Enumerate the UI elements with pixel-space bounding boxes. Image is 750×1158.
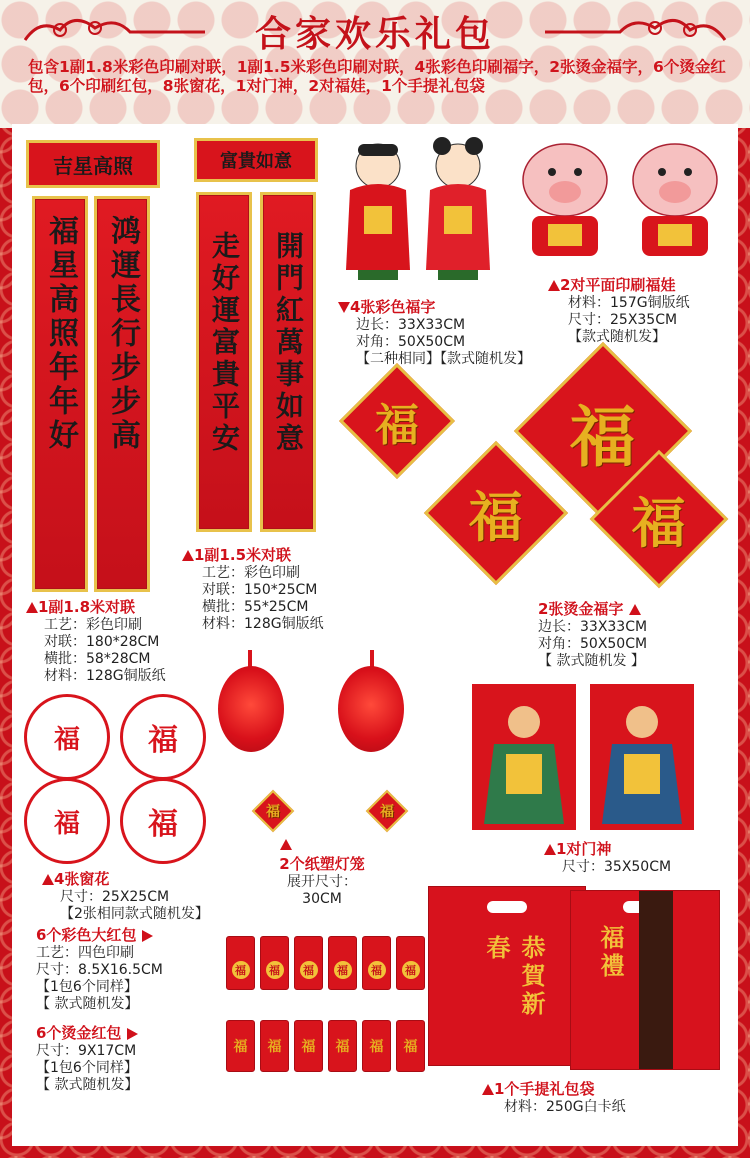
triangle-up-icon xyxy=(26,602,38,613)
fuwa-title: 2对平面印刷福娃 xyxy=(560,276,676,294)
fuwa-spec: 【款式随机发】 xyxy=(568,329,666,345)
fu-color-spec: 边长：33X33CM xyxy=(356,317,466,333)
couplet18-right-text: 鸿運長行步步高 xyxy=(105,215,140,453)
bag-heading xyxy=(482,1078,626,1099)
window-spec: 【2张相同款式随机发】 xyxy=(60,906,209,922)
fu-character: 福 xyxy=(301,1039,316,1055)
window-spec: 尺寸：25X25CM xyxy=(60,889,170,905)
triangle-down-icon xyxy=(338,302,350,313)
fuwa-spec: 尺寸：25X35CM xyxy=(568,312,678,328)
gift-bag-back xyxy=(570,890,720,1070)
bag-handle-hole xyxy=(487,901,527,913)
redpacket-gold-heading xyxy=(36,1022,138,1043)
triangle-up-icon xyxy=(280,839,292,850)
triangle-up-icon xyxy=(629,604,641,615)
redpacket-gold-title: 6个烫金红包 xyxy=(36,1024,122,1042)
fu-character: 福 xyxy=(469,484,523,549)
redpacket-color-title: 6个彩色大红包 xyxy=(36,926,137,944)
door-gods-illustration-icon xyxy=(472,684,696,830)
redpacket-color xyxy=(226,936,255,990)
window-cutting-1 xyxy=(24,694,110,780)
couplet15-title: 1副1.5米对联 xyxy=(194,546,292,564)
fu-character: 福 xyxy=(267,1039,282,1055)
fu-gold-spec: 对角：50X50CM xyxy=(538,636,648,652)
bag-back-text: 福禮 xyxy=(596,925,625,981)
fu-character: 福 xyxy=(402,961,420,979)
window-cutting-3 xyxy=(24,778,110,864)
couplet18-info xyxy=(26,596,166,685)
couplet18-banner xyxy=(26,140,160,188)
couplet15-right-text: 開門紅萬事如意 xyxy=(272,231,305,455)
lantern-title: 2个纸塑灯笼 xyxy=(279,855,365,873)
redpacket-color xyxy=(362,936,391,990)
triangle-up-icon xyxy=(42,874,54,885)
couplet18-spec: 对联：180*28CM xyxy=(44,634,160,650)
redpacket-gold xyxy=(362,1020,391,1072)
couplet15-heading xyxy=(182,544,324,565)
couplet15-info xyxy=(182,544,324,633)
triangle-right-icon xyxy=(127,1028,138,1040)
redpacket-gold-spec: 【 款式随机发】 xyxy=(36,1077,139,1093)
triangle-up-icon xyxy=(544,844,556,855)
redpacket-gold xyxy=(396,1020,425,1072)
fu-gold-spec: 【 款式随机发 】 xyxy=(538,653,645,669)
redpacket-gold-spec: 【1包6个同样】 xyxy=(36,1060,138,1076)
fu-color-spec: 【二种相同】【款式随机发】 xyxy=(356,351,531,367)
fu-character: 福 xyxy=(570,397,636,476)
couplet15-banner xyxy=(194,138,318,182)
lantern-spec: 展开尺寸： xyxy=(287,874,357,890)
fu-color-title: 4张彩色福字 xyxy=(350,298,436,316)
couplet18-spec: 材料：128G铜版纸 xyxy=(44,668,166,684)
fuwa-heading xyxy=(548,274,690,295)
fu-gold-title: 2张烫金福字 xyxy=(538,600,624,618)
triangle-up-icon xyxy=(548,280,560,291)
bag-spec: 材料：250G白卡纸 xyxy=(504,1099,626,1115)
redpacket-color-spec: 尺寸：8.5X16.5CM xyxy=(36,962,163,978)
lantern-spec: 30CM xyxy=(302,891,342,907)
fu-character: 福 xyxy=(53,724,80,755)
redpacket-color-row xyxy=(226,936,425,990)
window-info xyxy=(42,868,209,923)
lantern-2 xyxy=(338,666,404,752)
couplet18-heading xyxy=(26,596,166,617)
couplet18-spec: 横批：58*28CM xyxy=(44,651,151,667)
fu-character: 福 xyxy=(335,1039,350,1055)
bag-front-text: 恭賀新春 xyxy=(482,935,546,1019)
fu-gold-spec: 边长：33X33CM xyxy=(538,619,648,635)
redpacket-color xyxy=(294,936,323,990)
fu-character: 福 xyxy=(403,1039,418,1055)
lantern-1 xyxy=(218,666,284,752)
fuwa-info xyxy=(548,274,690,346)
couplet15-banner-text: 富貴如意 xyxy=(220,151,292,172)
fu-character: 福 xyxy=(368,961,386,979)
couplet15-left-scroll xyxy=(196,192,252,532)
couplet15-spec: 材料：128G铜版纸 xyxy=(202,616,324,632)
menshen-heading xyxy=(544,838,671,859)
fuwa-spec: 材料：157G铜版纸 xyxy=(568,295,690,311)
bag-stripe xyxy=(639,891,673,1069)
fu-color-spec: 对角：50X50CM xyxy=(356,334,466,350)
window-title: 4张窗花 xyxy=(54,870,110,888)
couplet15-spec: 工艺：彩色印刷 xyxy=(202,565,300,581)
couplet15-left-text: 走好運富貴平安 xyxy=(208,231,241,455)
fu-character: 福 xyxy=(148,723,178,758)
fuwa-pigs-illustration-icon xyxy=(510,132,730,272)
fu-character: 福 xyxy=(266,961,284,979)
bag-title: 1个手提礼包袋 xyxy=(494,1080,595,1098)
page-title: 合家欢乐礼包 xyxy=(254,13,495,55)
couplet18-right-scroll xyxy=(94,196,150,592)
bag-info xyxy=(482,1078,626,1116)
cloud-ornament-left-icon xyxy=(20,10,210,48)
fu-character: 福 xyxy=(148,807,178,842)
redpacket-gold-spec: 尺寸：9X17CM xyxy=(36,1043,137,1059)
fu-color-info xyxy=(338,296,531,368)
redpacket-color-spec: 【1包6个同样】 xyxy=(36,979,138,995)
triangle-up-icon xyxy=(182,550,194,561)
fu-character: 福 xyxy=(232,961,250,979)
redpacket-gold xyxy=(260,1020,289,1072)
couplet15-right-scroll xyxy=(260,192,316,532)
menshen-spec: 尺寸：35X50CM xyxy=(562,859,672,875)
redpacket-gold xyxy=(328,1020,357,1072)
menshen-info xyxy=(544,838,671,876)
window-cutting-2 xyxy=(120,694,206,780)
fu-character: 福 xyxy=(369,1039,384,1055)
gift-bag-front xyxy=(428,886,586,1066)
redpacket-color-spec: 工艺：四色印刷 xyxy=(36,945,134,961)
window-heading xyxy=(42,868,209,889)
fu-character: 福 xyxy=(380,804,394,820)
triangle-up-icon xyxy=(482,1084,494,1095)
redpacket-gold-info xyxy=(36,1022,138,1094)
redpacket-color xyxy=(328,936,357,990)
fu-gold-info xyxy=(538,598,647,670)
header-banner xyxy=(0,0,750,128)
cloud-ornament-right-icon xyxy=(540,10,730,48)
redpacket-color-spec: 【 款式随机发】 xyxy=(36,996,139,1012)
fu-character: 福 xyxy=(53,808,80,839)
couplet18-spec: 工艺：彩色印刷 xyxy=(44,617,142,633)
redpacket-gold xyxy=(226,1020,255,1072)
triangle-right-icon xyxy=(142,930,153,942)
couplet18-left-text: 福星高照年年好 xyxy=(43,215,78,453)
redpacket-color xyxy=(260,936,289,990)
couplet18-left-scroll xyxy=(32,196,88,592)
menshen-title: 1对门神 xyxy=(556,840,612,858)
lantern-info xyxy=(262,834,382,908)
fu-gold-heading xyxy=(538,598,647,619)
redpacket-color-heading xyxy=(36,924,163,945)
couplet15-spec: 对联：150*25CM xyxy=(202,582,318,598)
redpacket-gold xyxy=(294,1020,323,1072)
couplet18-title: 1副1.8米对联 xyxy=(38,598,136,616)
fu-character: 福 xyxy=(233,1039,248,1055)
couplet15-spec: 横批：55*25CM xyxy=(202,599,309,615)
redpacket-gold-row xyxy=(226,1020,425,1072)
fuwa-children-illustration-icon xyxy=(338,130,498,290)
window-cutting-4 xyxy=(120,778,206,864)
fu-character: 福 xyxy=(334,961,352,979)
fu-character: 福 xyxy=(632,490,686,555)
fu-character: 福 xyxy=(300,961,318,979)
couplet18-banner-text: 吉星高照 xyxy=(53,153,133,178)
fu-character: 福 xyxy=(375,400,419,451)
fu-color-heading xyxy=(338,296,531,317)
redpacket-color xyxy=(396,936,425,990)
redpacket-color-info xyxy=(36,924,163,1013)
package-description: 包含1副1.8米彩色印刷对联，1副1.5米彩色印刷对联，4张彩色印刷福字，2张烫金福字，6个烫金红包，6个印刷红包，8张窗花，1对门神，2对福娃，1个手提礼包袋 xyxy=(28,58,726,95)
fu-character: 福 xyxy=(266,804,280,820)
